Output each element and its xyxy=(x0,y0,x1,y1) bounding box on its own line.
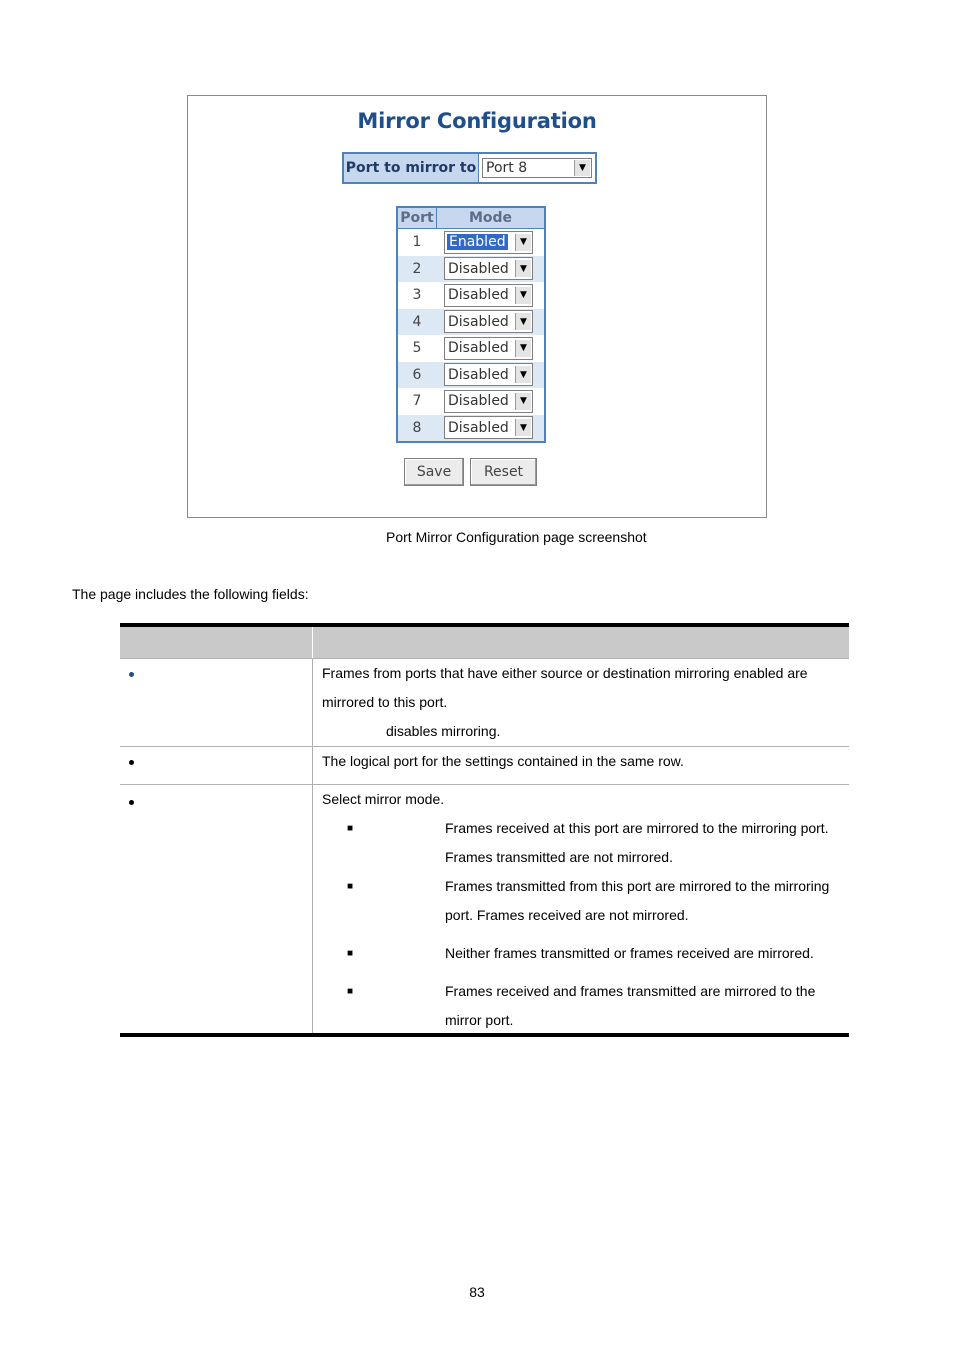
chevron-down-icon: ▼ xyxy=(515,419,531,436)
table-header xyxy=(120,626,849,658)
square-bullet-icon: ■ xyxy=(347,986,354,997)
table-row: Select mirror mode. ■ Frames received at this port are mirrored to the mirroring port. Frames transmitted are not mirrored. ■ Frames transmitted from this port are mirrored to the mirroring port. Frames received are not mirrored. ■ Neither frames transmitted or frames received are mirrored. ■ Frames received and frames transmitted are mirrored to the mirror port. xyxy=(120,784,849,1035)
save-button[interactable]: Save xyxy=(404,458,464,486)
table-row: Frames from ports that have either source or destination mirroring enabled are mirrored to this port. disables mirroring. xyxy=(120,658,849,746)
mirror-to-label: Port to mirror to xyxy=(344,154,479,182)
mode-select[interactable]: Enabled ▼ xyxy=(444,231,533,254)
page-title: Mirror Configuration xyxy=(357,109,597,133)
square-bullet-icon: ■ xyxy=(347,881,354,892)
chevron-down-icon: ▼ xyxy=(515,366,531,383)
mode-select[interactable]: Disabled ▼ xyxy=(444,310,533,333)
chevron-down-icon: ▼ xyxy=(574,160,590,176)
intro-text: The page includes the following fields: xyxy=(72,586,309,602)
mode-select[interactable]: Disabled ▼ xyxy=(444,363,533,386)
bullet-icon xyxy=(129,800,134,805)
table-row: 8 Disabled ▼ xyxy=(398,415,544,442)
table-row: 7 Disabled ▼ xyxy=(398,388,544,415)
field-table xyxy=(120,623,849,1035)
chevron-down-icon: ▼ xyxy=(515,260,531,277)
table-row: 2 Disabled ▼ xyxy=(398,256,544,283)
table-row: 6 Disabled ▼ xyxy=(398,362,544,389)
chevron-down-icon: ▼ xyxy=(515,340,531,357)
list-item: ■ Frames received and frames transmitted are mirrored to the mirror port. xyxy=(322,977,849,1035)
figure-caption: Port Mirror Configuration page screenshot xyxy=(386,529,647,545)
mode-header: Mode xyxy=(468,210,513,226)
bullet-icon xyxy=(129,760,134,765)
table-bottom-rule xyxy=(120,1033,849,1037)
chevron-down-icon: ▼ xyxy=(515,313,531,330)
table-row: 1 Enabled ▼ xyxy=(398,229,544,256)
chevron-down-icon: ▼ xyxy=(515,234,531,251)
port-header: Port xyxy=(398,208,437,228)
table-row: 3 Disabled ▼ xyxy=(398,282,544,309)
table-row: 5 Disabled ▼ xyxy=(398,335,544,362)
mode-select[interactable]: Disabled ▼ xyxy=(444,257,533,280)
mirror-port-select[interactable]: Port 8 ▼ xyxy=(482,158,592,178)
square-bullet-icon: ■ xyxy=(347,823,354,834)
screenshot-frame xyxy=(187,95,767,518)
mode-select[interactable]: Disabled ▼ xyxy=(444,390,533,413)
mirror-to-row xyxy=(342,152,597,184)
mode-select[interactable]: Disabled ▼ xyxy=(444,416,533,439)
list-item: ■ Neither frames transmitted or frames received are mirrored. xyxy=(322,939,849,968)
list-item: ■ Frames received at this port are mirrored to the mirroring port. Frames transmitted are not mirrored. xyxy=(322,814,849,872)
port-mode-table xyxy=(396,206,546,443)
reset-button[interactable]: Reset xyxy=(470,458,537,486)
list-item: ■ Frames transmitted from this port are mirrored to the mirroring port. Frames received are not mirrored. xyxy=(322,872,849,930)
mode-select[interactable]: Disabled ▼ xyxy=(444,337,533,360)
table-row: 4 Disabled ▼ xyxy=(398,309,544,336)
mode-select[interactable]: Disabled ▼ xyxy=(444,284,533,307)
bullet-icon xyxy=(129,672,134,677)
square-bullet-icon: ■ xyxy=(347,948,354,959)
table-row: The logical port for the settings contained in the same row. xyxy=(120,746,849,784)
chevron-down-icon: ▼ xyxy=(515,287,531,304)
chevron-down-icon: ▼ xyxy=(515,393,531,410)
page-number: 83 xyxy=(469,1284,485,1300)
